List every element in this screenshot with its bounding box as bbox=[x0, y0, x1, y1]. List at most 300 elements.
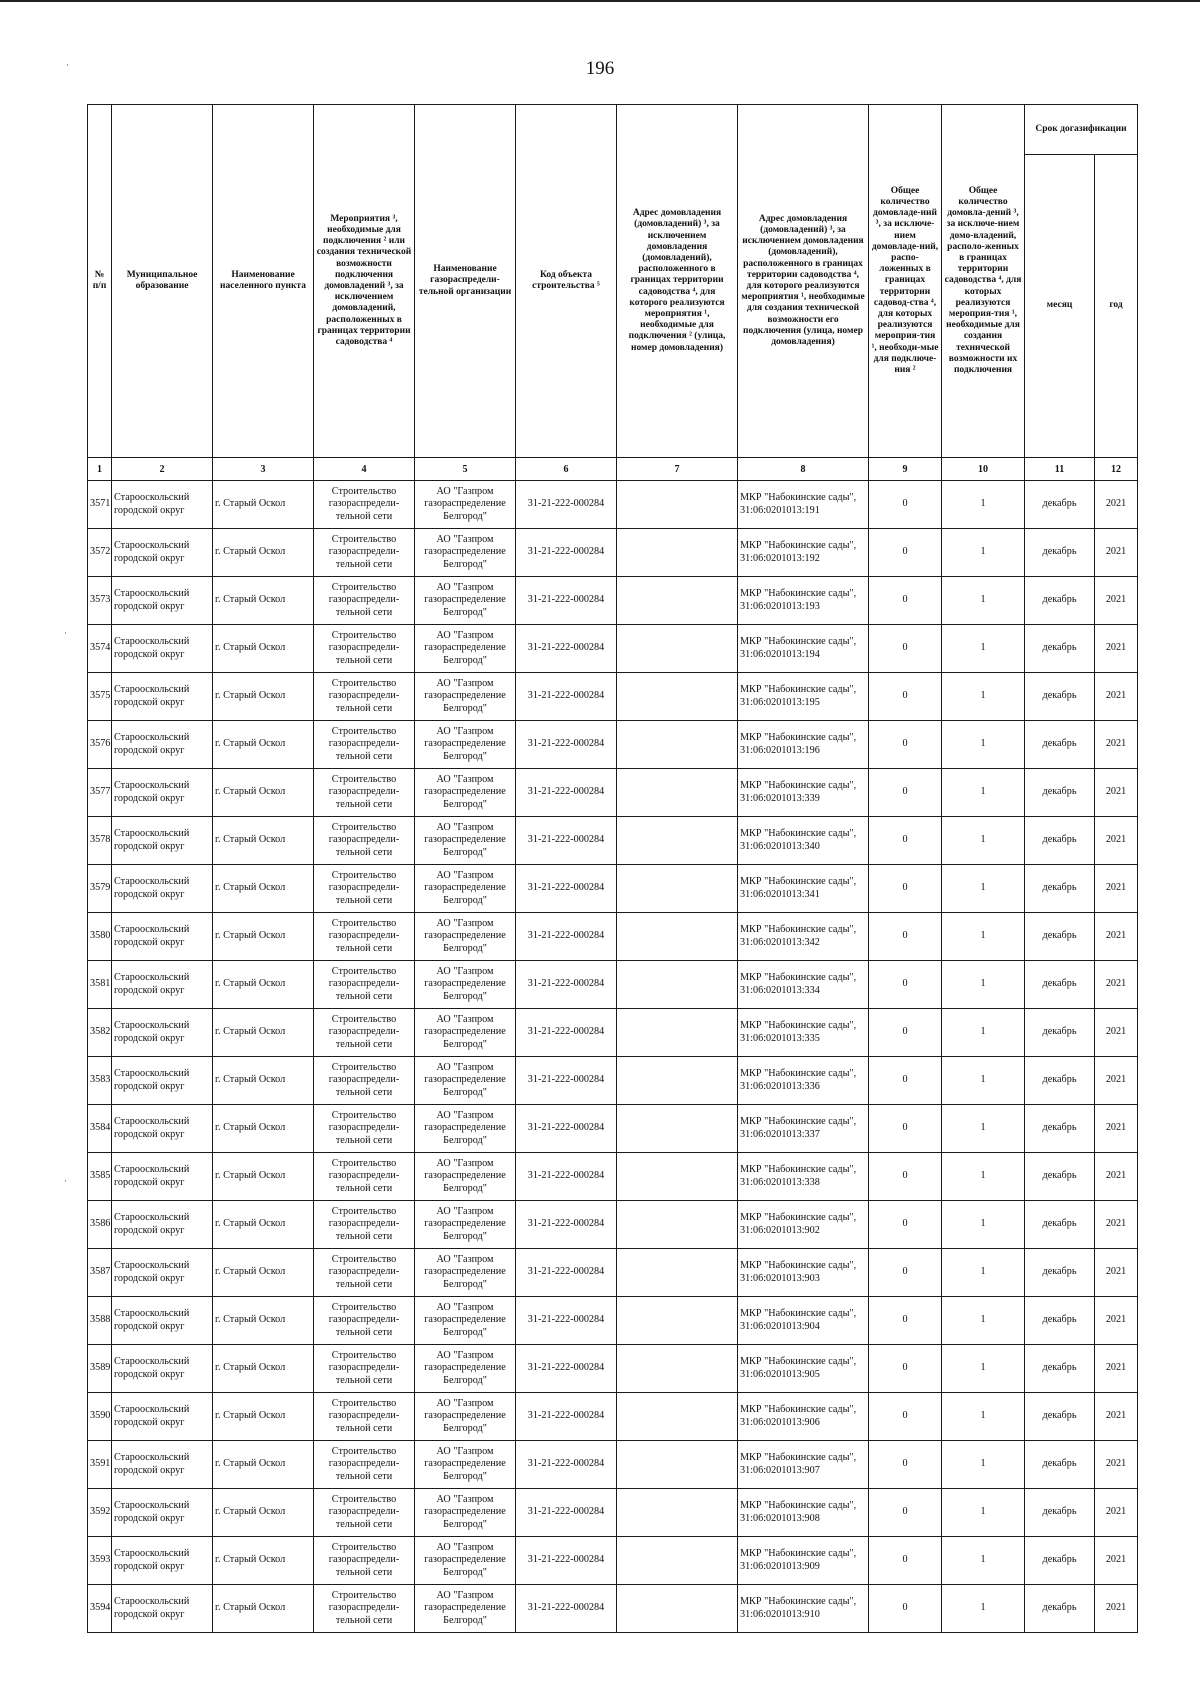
organization-cell: АО "Газпром газораспределение Белгород" bbox=[415, 961, 516, 1009]
year-cell: 2021 bbox=[1095, 1105, 1138, 1153]
settlement-cell: г. Старый Оскол bbox=[213, 1153, 314, 1201]
municipality-cell: Старооскольский городской округ bbox=[112, 625, 213, 673]
header-address-connection: Адрес домовладения (домовладений) ³, за исключением домовладения (домовладений), расположенного в границах территории садоводства ⁴, для которого реализуются мероприятия ¹, необходимые для подключения ² (улица, номер домовладения) bbox=[617, 105, 738, 458]
object-code-cell: 31-21-222-000284 bbox=[516, 1249, 617, 1297]
address-technical-cell: МКР "Набокинские сады", 31:06:0201013:192 bbox=[738, 529, 869, 577]
measures-cell: Строительство газораспредели-тельной сети bbox=[314, 913, 415, 961]
count-connection-cell: 0 bbox=[869, 481, 942, 529]
settlement-cell: г. Старый Оскол bbox=[213, 1105, 314, 1153]
organization-cell: АО "Газпром газораспределение Белгород" bbox=[415, 1585, 516, 1633]
object-code-cell: 31-21-222-000284 bbox=[516, 1441, 617, 1489]
row-number: 3581 bbox=[88, 961, 112, 1009]
count-technical-cell: 1 bbox=[942, 1393, 1025, 1441]
measures-cell: Строительство газораспредели-тельной сети bbox=[314, 1537, 415, 1585]
table-row bbox=[88, 1441, 1138, 1489]
table-row bbox=[88, 625, 1138, 673]
scan-dot-mark: · bbox=[64, 1176, 67, 1186]
count-connection-cell: 0 bbox=[869, 1393, 942, 1441]
object-code-cell: 31-21-222-000284 bbox=[516, 817, 617, 865]
object-code-cell: 31-21-222-000284 bbox=[516, 1537, 617, 1585]
year-cell: 2021 bbox=[1095, 1393, 1138, 1441]
organization-cell: АО "Газпром газораспределение Белгород" bbox=[415, 1297, 516, 1345]
object-code-cell: 31-21-222-000284 bbox=[516, 481, 617, 529]
count-technical-cell: 1 bbox=[942, 481, 1025, 529]
header-measures: Мероприятия ³, необходимые для подключения ² или создания технической возможности подключения домовладений ³, за исключением домовладений, расположенных в границах территории садоводства ⁴ bbox=[314, 105, 415, 458]
year-cell: 2021 bbox=[1095, 529, 1138, 577]
year-cell: 2021 bbox=[1095, 1009, 1138, 1057]
table-row bbox=[88, 1009, 1138, 1057]
row-number: 3583 bbox=[88, 1057, 112, 1105]
address-technical-cell: МКР "Набокинские сады", 31:06:0201013:195 bbox=[738, 673, 869, 721]
count-connection-cell: 0 bbox=[869, 1489, 942, 1537]
table-row bbox=[88, 721, 1138, 769]
month-cell: декабрь bbox=[1025, 1009, 1095, 1057]
header-term-group: Срок догазификации bbox=[1025, 105, 1138, 155]
month-cell: декабрь bbox=[1025, 1105, 1095, 1153]
count-connection-cell: 0 bbox=[869, 1441, 942, 1489]
settlement-cell: г. Старый Оскол bbox=[213, 1489, 314, 1537]
measures-cell: Строительство газораспредели-тельной сети bbox=[314, 1345, 415, 1393]
municipality-cell: Старооскольский городской округ bbox=[112, 1585, 213, 1633]
scan-dot-mark: · bbox=[66, 60, 69, 70]
measures-cell: Строительство газораспредели-тельной сети bbox=[314, 721, 415, 769]
settlement-cell: г. Старый Оскол bbox=[213, 1297, 314, 1345]
header-count-technical: Общее количество домовла-дений ³, за исключе-нием домо-владений, располо-женных в границах территории садоводства ⁴, для которых реализуются мероприя-тия ¹, необходимые для создания технической возможности их подключения bbox=[942, 105, 1025, 458]
settlement-cell: г. Старый Оскол bbox=[213, 769, 314, 817]
measures-cell: Строительство газораспредели-тельной сети bbox=[314, 865, 415, 913]
column-number: 10 bbox=[942, 458, 1025, 481]
address-technical-cell: МКР "Набокинские сады", 31:06:0201013:337 bbox=[738, 1105, 869, 1153]
measures-cell: Строительство газораспредели-тельной сети bbox=[314, 1489, 415, 1537]
object-code-cell: 31-21-222-000284 bbox=[516, 673, 617, 721]
count-connection-cell: 0 bbox=[869, 1297, 942, 1345]
year-cell: 2021 bbox=[1095, 1585, 1138, 1633]
organization-cell: АО "Газпром газораспределение Белгород" bbox=[415, 481, 516, 529]
month-cell: декабрь bbox=[1025, 1201, 1095, 1249]
municipality-cell: Старооскольский городской округ bbox=[112, 1009, 213, 1057]
organization-cell: АО "Газпром газораспределение Белгород" bbox=[415, 1201, 516, 1249]
count-technical-cell: 1 bbox=[942, 1009, 1025, 1057]
address-connection-cell bbox=[617, 1537, 738, 1585]
table-row bbox=[88, 865, 1138, 913]
count-technical-cell: 1 bbox=[942, 913, 1025, 961]
table-row bbox=[88, 673, 1138, 721]
count-technical-cell: 1 bbox=[942, 769, 1025, 817]
address-connection-cell bbox=[617, 1585, 738, 1633]
year-cell: 2021 bbox=[1095, 577, 1138, 625]
settlement-cell: г. Старый Оскол bbox=[213, 673, 314, 721]
row-number: 3586 bbox=[88, 1201, 112, 1249]
measures-cell: Строительство газораспредели-тельной сети bbox=[314, 1393, 415, 1441]
count-connection-cell: 0 bbox=[869, 577, 942, 625]
count-connection-cell: 0 bbox=[869, 1009, 942, 1057]
settlement-cell: г. Старый Оскол bbox=[213, 481, 314, 529]
municipality-cell: Старооскольский городской округ bbox=[112, 961, 213, 1009]
table-row bbox=[88, 577, 1138, 625]
organization-cell: АО "Газпром газораспределение Белгород" bbox=[415, 625, 516, 673]
year-cell: 2021 bbox=[1095, 865, 1138, 913]
row-number: 3582 bbox=[88, 1009, 112, 1057]
measures-cell: Строительство газораспредели-тельной сети bbox=[314, 1441, 415, 1489]
count-connection-cell: 0 bbox=[869, 1153, 942, 1201]
count-technical-cell: 1 bbox=[942, 1249, 1025, 1297]
row-number: 3588 bbox=[88, 1297, 112, 1345]
header-count-connection: Общее количество домовладе-ний ³, за исключе-нием домовладе-ний, распо-ложенных в границах территории садовод-ства ⁴, для которых реализуются мероприя-тия ¹, необходи-мые для подключе-ния ² bbox=[869, 105, 942, 458]
column-number: 7 bbox=[617, 458, 738, 481]
table-row bbox=[88, 913, 1138, 961]
object-code-cell: 31-21-222-000284 bbox=[516, 1345, 617, 1393]
count-technical-cell: 1 bbox=[942, 1537, 1025, 1585]
organization-cell: АО "Газпром газораспределение Белгород" bbox=[415, 1345, 516, 1393]
year-cell: 2021 bbox=[1095, 625, 1138, 673]
count-connection-cell: 0 bbox=[869, 817, 942, 865]
address-technical-cell: МКР "Набокинские сады", 31:06:0201013:191 bbox=[738, 481, 869, 529]
address-technical-cell: МКР "Набокинские сады", 31:06:0201013:341 bbox=[738, 865, 869, 913]
address-technical-cell: МКР "Набокинские сады", 31:06:0201013:340 bbox=[738, 817, 869, 865]
count-connection-cell: 0 bbox=[869, 961, 942, 1009]
month-cell: декабрь bbox=[1025, 577, 1095, 625]
settlement-cell: г. Старый Оскол bbox=[213, 1393, 314, 1441]
organization-cell: АО "Газпром газораспределение Белгород" bbox=[415, 673, 516, 721]
row-number: 3593 bbox=[88, 1537, 112, 1585]
address-connection-cell bbox=[617, 1249, 738, 1297]
count-connection-cell: 0 bbox=[869, 865, 942, 913]
count-connection-cell: 0 bbox=[869, 1105, 942, 1153]
object-code-cell: 31-21-222-000284 bbox=[516, 1153, 617, 1201]
header-month: месяц bbox=[1025, 155, 1095, 458]
table-row bbox=[88, 1153, 1138, 1201]
organization-cell: АО "Газпром газораспределение Белгород" bbox=[415, 769, 516, 817]
measures-cell: Строительство газораспредели-тельной сети bbox=[314, 1009, 415, 1057]
object-code-cell: 31-21-222-000284 bbox=[516, 769, 617, 817]
address-connection-cell bbox=[617, 1489, 738, 1537]
address-technical-cell: МКР "Набокинские сады", 31:06:0201013:193 bbox=[738, 577, 869, 625]
organization-cell: АО "Газпром газораспределение Белгород" bbox=[415, 577, 516, 625]
count-technical-cell: 1 bbox=[942, 817, 1025, 865]
address-connection-cell bbox=[617, 913, 738, 961]
count-technical-cell: 1 bbox=[942, 1489, 1025, 1537]
municipality-cell: Старооскольский городской округ bbox=[112, 913, 213, 961]
column-number-row bbox=[88, 458, 1138, 481]
table-row bbox=[88, 1057, 1138, 1105]
table-row bbox=[88, 1105, 1138, 1153]
row-number: 3577 bbox=[88, 769, 112, 817]
month-cell: декабрь bbox=[1025, 961, 1095, 1009]
row-number: 3579 bbox=[88, 865, 112, 913]
municipality-cell: Старооскольский городской округ bbox=[112, 721, 213, 769]
row-number: 3576 bbox=[88, 721, 112, 769]
count-connection-cell: 0 bbox=[869, 1057, 942, 1105]
count-technical-cell: 1 bbox=[942, 1201, 1025, 1249]
table-row bbox=[88, 961, 1138, 1009]
table-row bbox=[88, 1201, 1138, 1249]
table-row bbox=[88, 1393, 1138, 1441]
count-connection-cell: 0 bbox=[869, 1537, 942, 1585]
municipality-cell: Старооскольский городской округ bbox=[112, 1345, 213, 1393]
column-number: 8 bbox=[738, 458, 869, 481]
object-code-cell: 31-21-222-000284 bbox=[516, 1393, 617, 1441]
organization-cell: АО "Газпром газораспределение Белгород" bbox=[415, 1441, 516, 1489]
year-cell: 2021 bbox=[1095, 1345, 1138, 1393]
organization-cell: АО "Газпром газораспределение Белгород" bbox=[415, 1537, 516, 1585]
row-number: 3571 bbox=[88, 481, 112, 529]
top-border-line bbox=[0, 0, 1200, 2]
column-number: 9 bbox=[869, 458, 942, 481]
month-cell: декабрь bbox=[1025, 481, 1095, 529]
month-cell: декабрь bbox=[1025, 1297, 1095, 1345]
address-connection-cell bbox=[617, 1297, 738, 1345]
measures-cell: Строительство газораспредели-тельной сети bbox=[314, 1201, 415, 1249]
column-number: 2 bbox=[112, 458, 213, 481]
count-technical-cell: 1 bbox=[942, 865, 1025, 913]
count-technical-cell: 1 bbox=[942, 961, 1025, 1009]
row-number: 3587 bbox=[88, 1249, 112, 1297]
year-cell: 2021 bbox=[1095, 1537, 1138, 1585]
header-municipality: Муниципальное образование bbox=[112, 105, 213, 458]
settlement-cell: г. Старый Оскол bbox=[213, 913, 314, 961]
object-code-cell: 31-21-222-000284 bbox=[516, 913, 617, 961]
month-cell: декабрь bbox=[1025, 1249, 1095, 1297]
address-connection-cell bbox=[617, 721, 738, 769]
count-connection-cell: 0 bbox=[869, 625, 942, 673]
object-code-cell: 31-21-222-000284 bbox=[516, 625, 617, 673]
settlement-cell: г. Старый Оскол bbox=[213, 721, 314, 769]
address-connection-cell bbox=[617, 673, 738, 721]
settlement-cell: г. Старый Оскол bbox=[213, 625, 314, 673]
header-number: № п/п bbox=[88, 105, 112, 458]
column-number: 6 bbox=[516, 458, 617, 481]
count-connection-cell: 0 bbox=[869, 1201, 942, 1249]
page-number: 196 bbox=[585, 58, 615, 79]
object-code-cell: 31-21-222-000284 bbox=[516, 1105, 617, 1153]
address-technical-cell: МКР "Набокинские сады", 31:06:0201013:903 bbox=[738, 1249, 869, 1297]
address-connection-cell bbox=[617, 961, 738, 1009]
month-cell: декабрь bbox=[1025, 865, 1095, 913]
year-cell: 2021 bbox=[1095, 1249, 1138, 1297]
row-number: 3584 bbox=[88, 1105, 112, 1153]
municipality-cell: Старооскольский городской округ bbox=[112, 769, 213, 817]
month-cell: декабрь bbox=[1025, 1153, 1095, 1201]
municipality-cell: Старооскольский городской округ bbox=[112, 865, 213, 913]
header-organization: Наименование газораспредели-тельной организации bbox=[415, 105, 516, 458]
address-technical-cell: МКР "Набокинские сады", 31:06:0201013:902 bbox=[738, 1201, 869, 1249]
settlement-cell: г. Старый Оскол bbox=[213, 1441, 314, 1489]
municipality-cell: Старооскольский городской округ bbox=[112, 1105, 213, 1153]
count-connection-cell: 0 bbox=[869, 529, 942, 577]
header-object-code: Код объекта строительства ⁵ bbox=[516, 105, 617, 458]
object-code-cell: 31-21-222-000284 bbox=[516, 1009, 617, 1057]
year-cell: 2021 bbox=[1095, 817, 1138, 865]
column-number: 4 bbox=[314, 458, 415, 481]
year-cell: 2021 bbox=[1095, 673, 1138, 721]
year-cell: 2021 bbox=[1095, 1201, 1138, 1249]
row-number: 3590 bbox=[88, 1393, 112, 1441]
settlement-cell: г. Старый Оскол bbox=[213, 961, 314, 1009]
settlement-cell: г. Старый Оскол bbox=[213, 817, 314, 865]
address-connection-cell bbox=[617, 769, 738, 817]
month-cell: декабрь bbox=[1025, 673, 1095, 721]
address-technical-cell: МКР "Набокинские сады", 31:06:0201013:338 bbox=[738, 1153, 869, 1201]
count-technical-cell: 1 bbox=[942, 529, 1025, 577]
year-cell: 2021 bbox=[1095, 1441, 1138, 1489]
organization-cell: АО "Газпром газораспределение Белгород" bbox=[415, 1057, 516, 1105]
measures-cell: Строительство газораспредели-тельной сети bbox=[314, 1153, 415, 1201]
count-technical-cell: 1 bbox=[942, 1057, 1025, 1105]
organization-cell: АО "Газпром газораспределение Белгород" bbox=[415, 817, 516, 865]
month-cell: декабрь bbox=[1025, 721, 1095, 769]
object-code-cell: 31-21-222-000284 bbox=[516, 721, 617, 769]
address-connection-cell bbox=[617, 1393, 738, 1441]
measures-cell: Строительство газораспредели-тельной сети bbox=[314, 1297, 415, 1345]
address-technical-cell: МКР "Набокинские сады", 31:06:0201013:336 bbox=[738, 1057, 869, 1105]
count-technical-cell: 1 bbox=[942, 577, 1025, 625]
row-number: 3573 bbox=[88, 577, 112, 625]
measures-cell: Строительство газораспредели-тельной сети bbox=[314, 1585, 415, 1633]
count-connection-cell: 0 bbox=[869, 1345, 942, 1393]
table-row bbox=[88, 481, 1138, 529]
count-connection-cell: 0 bbox=[869, 913, 942, 961]
measures-cell: Строительство газораспредели-тельной сети bbox=[314, 481, 415, 529]
month-cell: декабрь bbox=[1025, 625, 1095, 673]
count-technical-cell: 1 bbox=[942, 1297, 1025, 1345]
settlement-cell: г. Старый Оскол bbox=[213, 1249, 314, 1297]
row-number: 3580 bbox=[88, 913, 112, 961]
organization-cell: АО "Газпром газораспределение Белгород" bbox=[415, 1009, 516, 1057]
count-technical-cell: 1 bbox=[942, 1585, 1025, 1633]
municipality-cell: Старооскольский городской округ bbox=[112, 1537, 213, 1585]
municipality-cell: Старооскольский городской округ bbox=[112, 529, 213, 577]
count-technical-cell: 1 bbox=[942, 673, 1025, 721]
month-cell: декабрь bbox=[1025, 1393, 1095, 1441]
table-row bbox=[88, 1537, 1138, 1585]
count-connection-cell: 0 bbox=[869, 673, 942, 721]
municipality-cell: Старооскольский городской округ bbox=[112, 481, 213, 529]
measures-cell: Строительство газораспредели-тельной сети bbox=[314, 769, 415, 817]
count-technical-cell: 1 bbox=[942, 721, 1025, 769]
count-technical-cell: 1 bbox=[942, 1153, 1025, 1201]
address-connection-cell bbox=[617, 1009, 738, 1057]
organization-cell: АО "Газпром газораспределение Белгород" bbox=[415, 1249, 516, 1297]
object-code-cell: 31-21-222-000284 bbox=[516, 529, 617, 577]
settlement-cell: г. Старый Оскол bbox=[213, 1201, 314, 1249]
count-connection-cell: 0 bbox=[869, 721, 942, 769]
settlement-cell: г. Старый Оскол bbox=[213, 1585, 314, 1633]
header-address-technical: Адрес домовладения (домовладений) ³, за исключением домовладения (домовладений), расположенного в границах территории садоводства ⁴, для которого реализуются мероприятия ¹, необходимые для создания технической возможности его подключения (улица, номер домовладения) bbox=[738, 105, 869, 458]
settlement-cell: г. Старый Оскол bbox=[213, 529, 314, 577]
year-cell: 2021 bbox=[1095, 721, 1138, 769]
address-technical-cell: МКР "Набокинские сады", 31:06:0201013:907 bbox=[738, 1441, 869, 1489]
month-cell: декабрь bbox=[1025, 769, 1095, 817]
table-row bbox=[88, 1297, 1138, 1345]
address-technical-cell: МКР "Набокинские сады", 31:06:0201013:335 bbox=[738, 1009, 869, 1057]
municipality-cell: Старооскольский городской округ bbox=[112, 1057, 213, 1105]
address-connection-cell bbox=[617, 817, 738, 865]
row-number: 3589 bbox=[88, 1345, 112, 1393]
address-technical-cell: МКР "Набокинские сады", 31:06:0201013:196 bbox=[738, 721, 869, 769]
year-cell: 2021 bbox=[1095, 481, 1138, 529]
row-number: 3594 bbox=[88, 1585, 112, 1633]
gasification-table bbox=[87, 104, 1138, 1633]
measures-cell: Строительство газораспредели-тельной сети bbox=[314, 577, 415, 625]
address-connection-cell bbox=[617, 1201, 738, 1249]
year-cell: 2021 bbox=[1095, 769, 1138, 817]
municipality-cell: Старооскольский городской округ bbox=[112, 1153, 213, 1201]
municipality-cell: Старооскольский городской округ bbox=[112, 1489, 213, 1537]
month-cell: декабрь bbox=[1025, 1585, 1095, 1633]
measures-cell: Строительство газораспредели-тельной сети bbox=[314, 673, 415, 721]
year-cell: 2021 bbox=[1095, 913, 1138, 961]
row-number: 3574 bbox=[88, 625, 112, 673]
table-row bbox=[88, 769, 1138, 817]
settlement-cell: г. Старый Оскол bbox=[213, 1009, 314, 1057]
address-technical-cell: МКР "Набокинские сады", 31:06:0201013:334 bbox=[738, 961, 869, 1009]
table-header bbox=[88, 105, 1138, 481]
address-connection-cell bbox=[617, 481, 738, 529]
year-cell: 2021 bbox=[1095, 961, 1138, 1009]
address-connection-cell bbox=[617, 529, 738, 577]
measures-cell: Строительство газораспредели-тельной сети bbox=[314, 817, 415, 865]
column-number: 1 bbox=[88, 458, 112, 481]
object-code-cell: 31-21-222-000284 bbox=[516, 1297, 617, 1345]
year-cell: 2021 bbox=[1095, 1489, 1138, 1537]
organization-cell: АО "Газпром газораспределение Белгород" bbox=[415, 1153, 516, 1201]
month-cell: декабрь bbox=[1025, 817, 1095, 865]
address-technical-cell: МКР "Набокинские сады", 31:06:0201013:342 bbox=[738, 913, 869, 961]
address-technical-cell: МКР "Набокинские сады", 31:06:0201013:908 bbox=[738, 1489, 869, 1537]
table-row bbox=[88, 1249, 1138, 1297]
address-connection-cell bbox=[617, 625, 738, 673]
count-technical-cell: 1 bbox=[942, 1105, 1025, 1153]
address-technical-cell: МКР "Набокинские сады", 31:06:0201013:904 bbox=[738, 1297, 869, 1345]
object-code-cell: 31-21-222-000284 bbox=[516, 577, 617, 625]
row-number: 3575 bbox=[88, 673, 112, 721]
object-code-cell: 31-21-222-000284 bbox=[516, 1489, 617, 1537]
month-cell: декабрь bbox=[1025, 1537, 1095, 1585]
address-technical-cell: МКР "Набокинские сады", 31:06:0201013:909 bbox=[738, 1537, 869, 1585]
table-row bbox=[88, 529, 1138, 577]
month-cell: декабрь bbox=[1025, 1057, 1095, 1105]
count-connection-cell: 0 bbox=[869, 769, 942, 817]
organization-cell: АО "Газпром газораспределение Белгород" bbox=[415, 529, 516, 577]
object-code-cell: 31-21-222-000284 bbox=[516, 1585, 617, 1633]
address-connection-cell bbox=[617, 1153, 738, 1201]
settlement-cell: г. Старый Оскол bbox=[213, 1345, 314, 1393]
address-technical-cell: МКР "Набокинские сады", 31:06:0201013:906 bbox=[738, 1393, 869, 1441]
header-settlement: Наименование населенного пункта bbox=[213, 105, 314, 458]
measures-cell: Строительство газораспредели-тельной сети bbox=[314, 1057, 415, 1105]
count-connection-cell: 0 bbox=[869, 1585, 942, 1633]
object-code-cell: 31-21-222-000284 bbox=[516, 1057, 617, 1105]
year-cell: 2021 bbox=[1095, 1153, 1138, 1201]
address-connection-cell bbox=[617, 1441, 738, 1489]
table-row bbox=[88, 1345, 1138, 1393]
address-technical-cell: МКР "Набокинские сады", 31:06:0201013:194 bbox=[738, 625, 869, 673]
organization-cell: АО "Газпром газораспределение Белгород" bbox=[415, 913, 516, 961]
address-connection-cell bbox=[617, 1057, 738, 1105]
row-number: 3585 bbox=[88, 1153, 112, 1201]
row-number: 3591 bbox=[88, 1441, 112, 1489]
settlement-cell: г. Старый Оскол bbox=[213, 1537, 314, 1585]
address-connection-cell bbox=[617, 1105, 738, 1153]
municipality-cell: Старооскольский городской округ bbox=[112, 1393, 213, 1441]
object-code-cell: 31-21-222-000284 bbox=[516, 865, 617, 913]
organization-cell: АО "Газпром газораспределение Белгород" bbox=[415, 721, 516, 769]
table-row bbox=[88, 817, 1138, 865]
column-number: 5 bbox=[415, 458, 516, 481]
count-technical-cell: 1 bbox=[942, 1345, 1025, 1393]
organization-cell: АО "Газпром газораспределение Белгород" bbox=[415, 1105, 516, 1153]
measures-cell: Строительство газораспредели-тельной сети bbox=[314, 1105, 415, 1153]
